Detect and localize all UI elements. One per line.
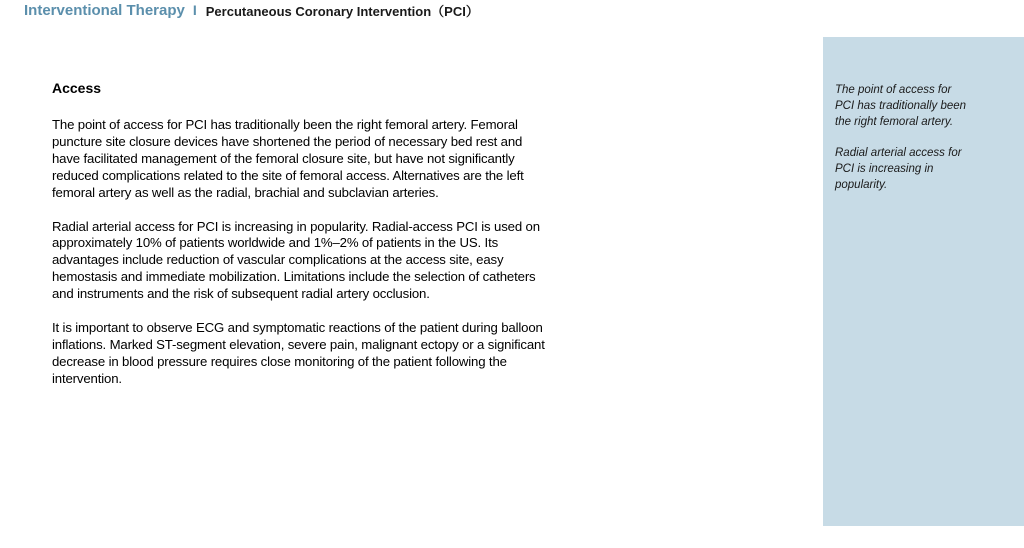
- paragraph-radial-access: Radial arterial access for PCI is increasing in popularity. Radial-access PCI is used on approximately 10% of patients worldwide and 1%–2% of patients in the US. Its advantages include reduction of vascular complications at the access site, easy hemostasis and immediate mobilization. Limitations include the selection of catheters and instruments and the risk of subsequent radial artery occlusion.: [52, 218, 540, 302]
- sidebar-note-radial: Radial arterial access for PCI is increasing in popularity.: [835, 147, 962, 191]
- sidebar-notes: [835, 83, 969, 210]
- sidebar-panel: [823, 37, 1024, 526]
- main-content: [52, 79, 548, 405]
- header-separator: I: [192, 2, 197, 18]
- paragraph-femoral-access: The point of access for PCI has traditionally been the right femoral artery. Femoral puncture site closure devices have shortened the period of necessary bed rest and have facilitated management of the femoral closure site, but have not significantly reduced complications related to the site of femoral access. Alternatives are the left femoral artery as well as the radial, brachial and subclavian arteries.: [52, 117, 524, 200]
- section-title: Interventional Therapy: [24, 1, 185, 19]
- paragraph-monitoring: It is important to observe ECG and symptomatic reactions of the patient during balloon inflations. Marked ST-segment elevation, severe pain, malignant ectopy or a significant decrease in blood pressure requires close monitoring of the patient following the intervention.: [52, 320, 545, 386]
- page-header: [24, 0, 479, 20]
- topic-title: Percutaneous Coronary Intervention（PCI）: [205, 3, 479, 19]
- sidebar-note-femoral: The point of access for PCI has traditionally been the right femoral artery.: [835, 84, 967, 128]
- section-heading: Access: [52, 80, 102, 96]
